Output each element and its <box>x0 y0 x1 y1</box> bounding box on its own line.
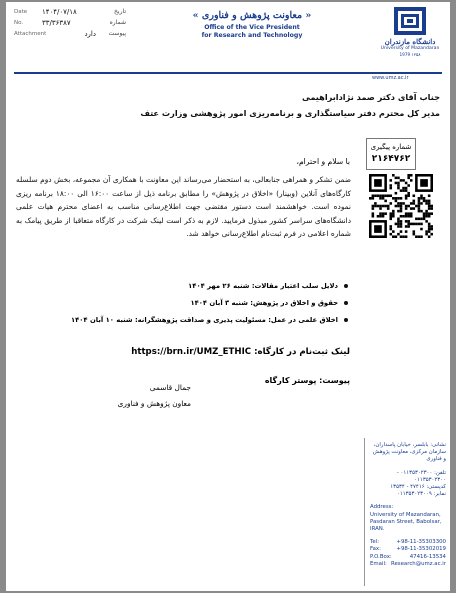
number-label-fa: شماره <box>109 19 126 26</box>
tel-en: Tel: +98-11-35303300 <box>370 539 446 546</box>
fax-en: Fax: +98-11-35302019 <box>370 546 446 553</box>
signer-name: جمال قاسمی <box>149 383 191 392</box>
tracking-number: ۲۱۶۴۷۶۲ <box>371 154 411 164</box>
signature-block <box>101 380 191 412</box>
address-en-line: University of Mazandaran, <box>370 511 441 518</box>
letter-paragraph: ضمن تشکر و همراهی جنابعالی، به استحضار می‌رساند این معاونت با همکاری آن مجموعه، بخش دوم سلسله کارگاه‌های آنلاین (وبینار) «اخلاق در پژوهش» را مطابق برنامه ذیل از ساعت ۱۶:۰۰ الی ۱۸:۰۰ برنامه ریزی نموده است. خواهشمند است دستور مقتضی جهت اطلاع‌رسانی مناسب به اعضای محترم هیات علمی دانشگاه‌های سراسر کشور مبذول فرمایید. لازم به ذکر است لینک شرکت در کارگاه متعاقبا از طریق پیامک به شماره اعلامی در فرم ثبت‌نام اطلاع‌رسانی خواهد شد. <box>16 175 351 238</box>
letter-meta <box>14 6 132 39</box>
registration-link-row <box>30 347 350 357</box>
address-en-line: IRAN. <box>370 526 385 533</box>
recipient-name: جناب آقای دکتر صمد نژادابراهیمی <box>302 92 440 102</box>
list-item: دلایل سلب اعتبار مقالات: شنبه ۲۶ مهر ۱۴۰۴ <box>50 278 350 295</box>
header-divider <box>14 72 442 74</box>
attachment-value: دارد <box>84 29 96 38</box>
footer-contact <box>370 442 446 568</box>
address-fa: نشانی: بابلسر، خیابان پاسداران، سازمان مرکزی، معاونت پژوهش و فناوری <box>372 442 446 463</box>
attachment-label-fa: پیوست <box>108 30 126 37</box>
signer-title: معاون پژوهش و فناوری <box>117 399 191 408</box>
vp-title-fa: « معاونت پژوهش و فناوری » <box>192 10 312 21</box>
number-value: ۳۳/۳۶۳۸۷ <box>42 18 71 27</box>
date-label-fa: تاریخ <box>114 8 126 15</box>
tracking-label: شماره پیگیری <box>370 143 412 151</box>
pobox-en: P.O.Box: 47416-13534 <box>370 553 446 560</box>
postal-fa: کدپستی: ۴۷۴۱۶ - ۱۳۵۳۴ <box>390 484 446 491</box>
university-name-fa: دانشگاه مازندران <box>384 37 436 46</box>
university-logo <box>378 6 442 70</box>
recipient-block <box>20 89 440 121</box>
date-label-en: Date <box>14 8 28 15</box>
tel-fa: تلفن: ۰۱۱۳۵۳۰۲۳۰۰ - ۰۱۱۳۵۳۰۲۳۰۰ <box>396 469 446 483</box>
attachment-note: پیوست: پوستر کارگاه <box>264 376 350 385</box>
letter-body <box>16 173 351 241</box>
list-item: حقوق و اخلاق در پژوهش: شنبه ۳ آبان ۱۴۰۴ <box>50 295 350 312</box>
list-item: اخلاق علمی در عمل: مسئولیت پذیری و صداقت پژوهشگرانه: شنبه ۱۰ آبان ۱۴۰۴ <box>50 312 350 329</box>
registration-link[interactable]: https://brn.ir/UMZ_ETHIC <box>131 347 252 357</box>
email-en[interactable]: Email: Research@umz.ac.ir <box>370 560 446 567</box>
university-emblem-icon <box>393 6 427 36</box>
number-label-en: No. <box>14 19 24 26</box>
address-en-line: Pasdaran Street, Babolsar, <box>370 518 442 525</box>
tracking-box <box>366 138 416 170</box>
recipient-title: مدیر کل محترم دفتر سیاستگذاری و برنامه‌ریزی امور پژوهشی وزارت عتف <box>140 108 440 118</box>
footer-divider <box>364 438 365 586</box>
university-name-en: University of Mazandaran <box>380 46 440 51</box>
vp-title-en-2: for Research and Technology <box>201 32 303 39</box>
website-url: www.umz.ac.ir <box>372 75 409 81</box>
letter-page <box>6 2 450 591</box>
fax-fa: نمابر: ۰۱۱۳۵۳۰۲۳۰۰۹ <box>396 491 446 498</box>
address-en-label: Address: <box>370 504 394 511</box>
greeting: با سلام و احترام، <box>296 157 350 166</box>
registration-link-label: لینک ثبت‌نام در کارگاه: <box>254 347 350 357</box>
attachment-label-en: Attachment <box>14 30 47 37</box>
workshop-list <box>50 278 350 329</box>
letterhead <box>6 2 450 74</box>
vice-president-office <box>192 10 312 40</box>
university-founded: 1979 ۱۳۵۸ <box>399 52 421 57</box>
qr-code-icon <box>369 174 433 238</box>
date-value: ۱۴۰۴/۰۷/۱۸ <box>42 7 77 16</box>
vp-title-en-1: Office of the Vice President <box>204 24 300 31</box>
